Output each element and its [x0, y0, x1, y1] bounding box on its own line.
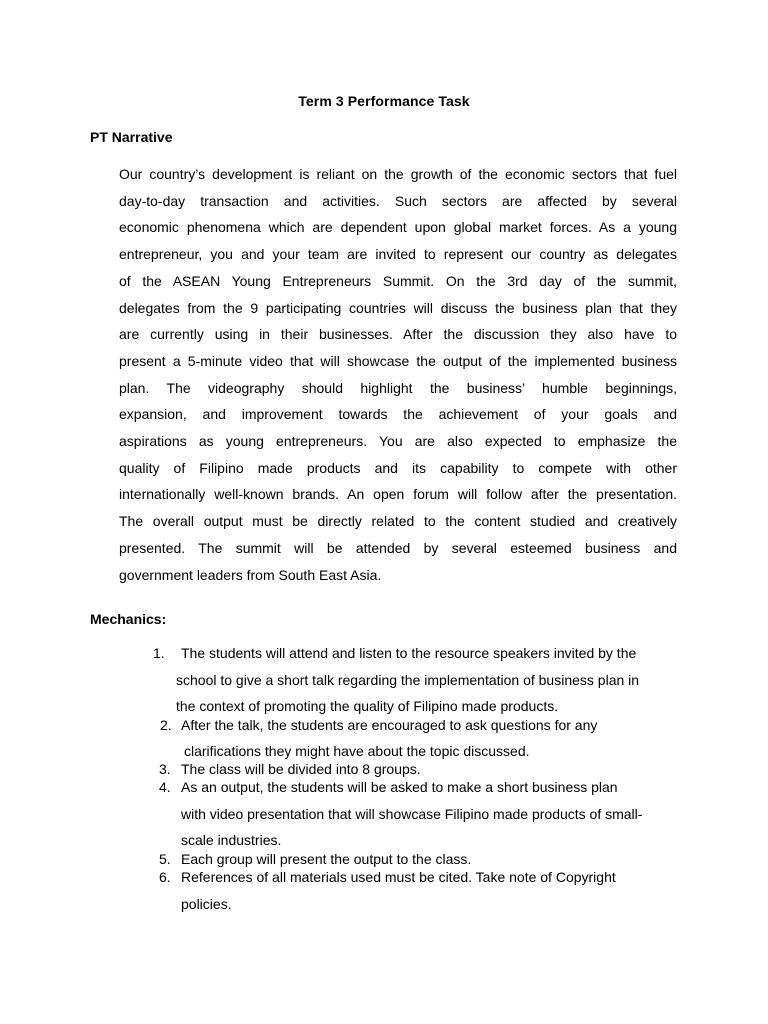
item-text — [181, 891, 232, 918]
narrative-line: government leaders from South East Asia. — [119, 566, 382, 583]
narrative-line: aspirations as young entrepreneurs. You are also expected to emphasize the — [119, 433, 677, 450]
item-number: 3. — [159, 761, 171, 777]
item-line: the context of promoting the quality of Filipino made products. — [176, 698, 559, 714]
item-text — [181, 640, 636, 667]
narrative-line: Our country’s development is reliant on the growth of the economic sectors that fuel — [119, 166, 677, 182]
mechanics-heading: Mechanics: — [90, 611, 167, 627]
item-line: The students will attend and listen to the resource speakers invited by the — [181, 645, 637, 661]
narrative-line: internationally well-known brands. An open forum will follow after the presentation. — [119, 486, 677, 503]
item-line: clarifications they might have about the topic discussed. — [184, 743, 530, 759]
narrative-line: delegates from the 9 participating countries will discuss the business plan that they — [119, 299, 677, 316]
narrative-line: day-to-day transaction and activities. Such sectors are affected by several — [119, 192, 677, 209]
item-text — [181, 712, 597, 739]
item-line: The class will be divided into 8 groups. — [181, 761, 421, 777]
item-line: policies. — [181, 895, 232, 912]
narrative-line: presented. The summit will be attended by several esteemed business and — [119, 539, 677, 556]
item-line: scale industries. — [181, 832, 282, 848]
item-line: school to give a short talk regarding the implementation of business plan in — [176, 671, 640, 688]
item-text — [181, 774, 618, 801]
narrative-line: entrepreneur, you and your team are invited to represent our country as delegates — [119, 246, 677, 263]
narrative-line: of the ASEAN Young Entrepreneurs Summit. On the 3rd day of the summit, — [119, 272, 677, 289]
narrative-line: expansion, and improvement towards the achievement of your goals and — [119, 406, 677, 423]
page-title: Term 3 Performance Task — [298, 93, 470, 109]
item-line: References of all materials used must be cited. Take note of Copyright — [181, 869, 616, 885]
item-text — [181, 864, 616, 891]
narrative-line: quality of Filipino made products and its capability to compete with other — [119, 459, 677, 476]
narrative-line: plan. The videography should highlight the business’ humble beginnings, — [119, 379, 677, 396]
item-number: 1. — [153, 645, 165, 661]
item-number: 2. — [160, 717, 172, 733]
item-line: After the talk, the students are encouraged to ask questions for any — [181, 717, 598, 733]
narrative-line: economic phenomena which are dependent upon global market forces. As a young — [119, 219, 677, 236]
item-line: As an output, the students will be asked to make a short business plan — [181, 779, 618, 795]
narrative-paragraph — [119, 161, 677, 588]
narrative-heading: PT Narrative — [90, 129, 173, 145]
item-number: 6. — [159, 869, 171, 885]
item-number: 5. — [159, 851, 171, 867]
narrative-line: are currently using in their businesses. After the discussion they also have to — [119, 326, 677, 343]
item-number: 4. — [159, 779, 171, 795]
item-line: with video presentation that will showcase Filipino made products of small- — [181, 805, 643, 822]
narrative-line: The overall output must be directly related to the content studied and creatively — [119, 513, 677, 530]
narrative-line: present a 5-minute video that will showcase the output of the implemented business — [119, 352, 677, 369]
item-line: Each group will present the output to the class. — [181, 851, 472, 867]
